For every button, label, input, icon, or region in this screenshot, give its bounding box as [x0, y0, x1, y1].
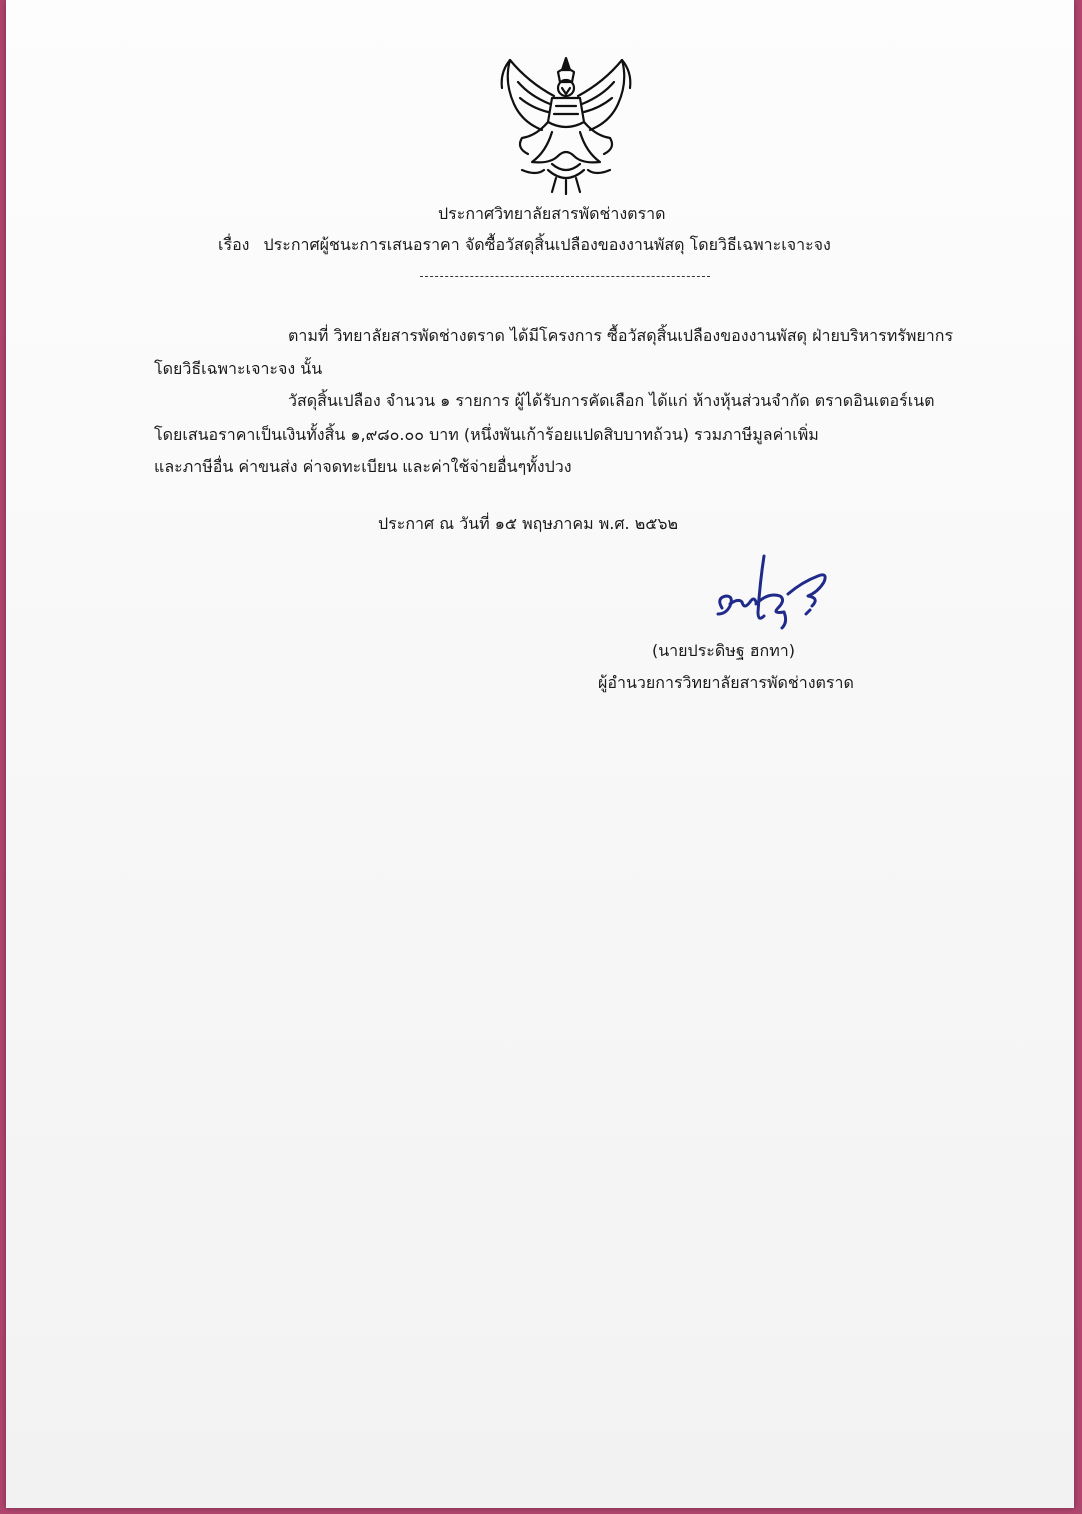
handwritten-signature [708, 552, 838, 634]
garuda-emblem-icon [492, 52, 640, 198]
body-paragraph-1-line-1: ตามที่ วิทยาลัยสารพัดช่างตราด ได้มีโครงการ ซื้อวัสดุสิ้นเปลืองของงานพัสดุ ฝ่ายบริหารทรัพยากร [288, 326, 954, 345]
body-paragraph-2-line-3: และภาษีอื่น ค่าขนส่ง ค่าจดทะเบียน และค่าใช้จ่ายอื่นๆทั้งปวง [154, 457, 572, 476]
body-paragraph-2-line-2: โดยเสนอราคาเป็นเงินทั้งสิ้น ๑,๙๘๐.๐๐ บาท (หนึ่งพันเก้าร้อยแปดสิบบาทถ้วน) รวมภาษีมูลค่าเพิ่ม [154, 425, 819, 444]
body-paragraph-1-line-2: โดยวิธีเฉพาะเจาะจง นั้น [154, 359, 323, 378]
signer-position: ผู้อำนวยการวิทยาลัยสารพัดช่างตราด [598, 673, 854, 692]
signer-name: (นายประดิษฐ ฮกทา) [652, 641, 795, 660]
subject-label: เรื่อง [218, 235, 250, 254]
announcement-title: ประกาศวิทยาลัยสารพัดช่างตราด [438, 204, 666, 223]
document-page [6, 0, 1074, 1508]
announcement-subject [218, 234, 831, 256]
dashed-divider [420, 276, 710, 277]
announcement-date: ประกาศ ณ วันที่ ๑๕ พฤษภาคม พ.ศ. ๒๕๖๒ [378, 514, 679, 533]
body-paragraph-2-line-1: วัสดุสิ้นเปลือง จำนวน ๑ รายการ ผู้ได้รับการคัดเลือก ได้แก่ ห้างหุ้นส่วนจำกัด ตราดอินเตอร์เนต [288, 391, 935, 410]
subject-text: ประกาศผู้ชนะการเสนอราคา จัดซื้อวัสดุสิ้นเปลืองของงานพัสดุ โดยวิธีเฉพาะเจาะจง [263, 235, 831, 254]
